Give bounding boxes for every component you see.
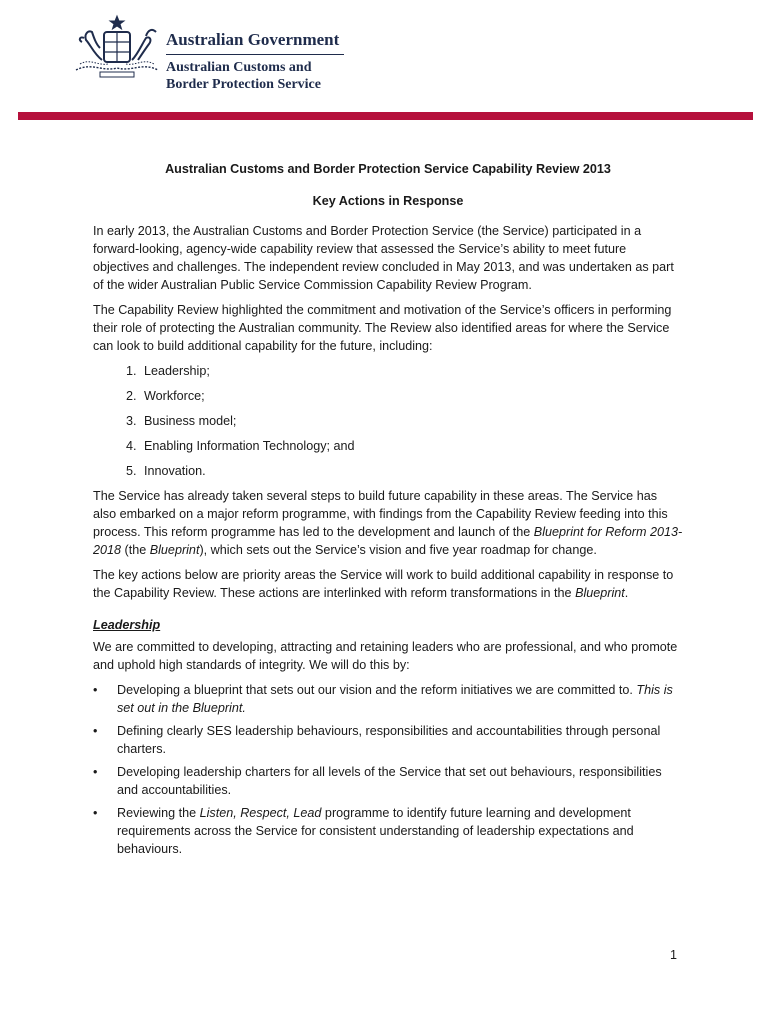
page-number: 1 [670, 948, 678, 962]
document-body [93, 160, 683, 863]
leadership-actions-list [93, 681, 683, 858]
government-title: Australian Government [166, 30, 344, 55]
bullet-icon: • [93, 724, 98, 738]
key-actions-paragraph: The key actions below are priority areas the Service will work to build additional capability in response to the Capability Review. These actions are interlinked with reform transformations in the Blueprint. [93, 568, 674, 600]
document-title: Australian Customs and Border Protection Service Capability Review 2013 [165, 162, 611, 176]
list-item: • Developing leadership charters for all levels of the Service that set out behaviours, responsibilities and accountabilities. [93, 765, 662, 797]
list-item: • Developing a blueprint that sets out our vision and the reform initiatives we are committed to. This is set out in the Blueprint. [93, 683, 673, 715]
list-item: • Reviewing the Listen, Respect, Lead programme to identify future learning and development requirements across the Service for consistent understanding of leadership expectations and behaviours. [93, 806, 634, 856]
header-divider [18, 112, 753, 120]
bullet-icon: • [93, 765, 98, 779]
list-item: 4. Enabling Information Technology; and [140, 437, 683, 455]
list-item: 1. Leadership; [140, 362, 683, 380]
list-item: 2. Workforce; [140, 387, 683, 405]
blueprint-title: Blueprint for Reform 2013-2018 [93, 525, 683, 557]
agency-name [166, 59, 321, 93]
leadership-intro: We are committed to developing, attracting and retaining leaders who are professional, and who promote and uphold high standards of integrity. We will do this by: [93, 640, 678, 672]
bullet-icon: • [93, 806, 98, 820]
coat-of-arms-icon [72, 14, 162, 80]
document-subtitle: Key Actions in Response [312, 194, 464, 208]
agency-name-line1: Australian Customs and [166, 60, 312, 75]
programme-name: Listen, Respect, Lead [199, 806, 322, 820]
agency-name-line2: Border Protection Service [166, 77, 321, 92]
leadership-heading: Leadership [93, 618, 161, 632]
bullet-icon: • [93, 683, 98, 697]
intro-paragraph: In early 2013, the Australian Customs and Border Protection Service (the Service) participated in a forward-looking, agency-wide capability review that assessed the Service’s ability to meet future objectives and challenges. The independent review concluded in May 2013, and was undertaken as part of the wider Australian Public Service Commission Capability Review Program. [93, 224, 674, 292]
list-item: • Defining clearly SES leadership behaviours, responsibilities and accountabilities through personal charters. [93, 724, 661, 756]
list-item: 5. Innovation. [140, 462, 683, 480]
reform-paragraph: The Service has already taken several steps to build future capability in these areas. The Service has also embarked on a major reform programme, with findings from the Capability Review feeding into this process. This reform programme has led to the development and launch of the Blueprint for Reform 2013-2018 (the Blueprint), which sets out the Service’s vision and five year roadmap for change. [93, 489, 683, 557]
list-item: 3. Business model; [140, 412, 683, 430]
capability-areas-list [93, 362, 683, 480]
letterhead [0, 0, 770, 125]
review-paragraph: The Capability Review highlighted the commitment and motivation of the Service’s officers in performing their role of protecting the Australian community. The Review also identified areas for where the Service can look to build additional capability for the future, including: [93, 303, 672, 353]
